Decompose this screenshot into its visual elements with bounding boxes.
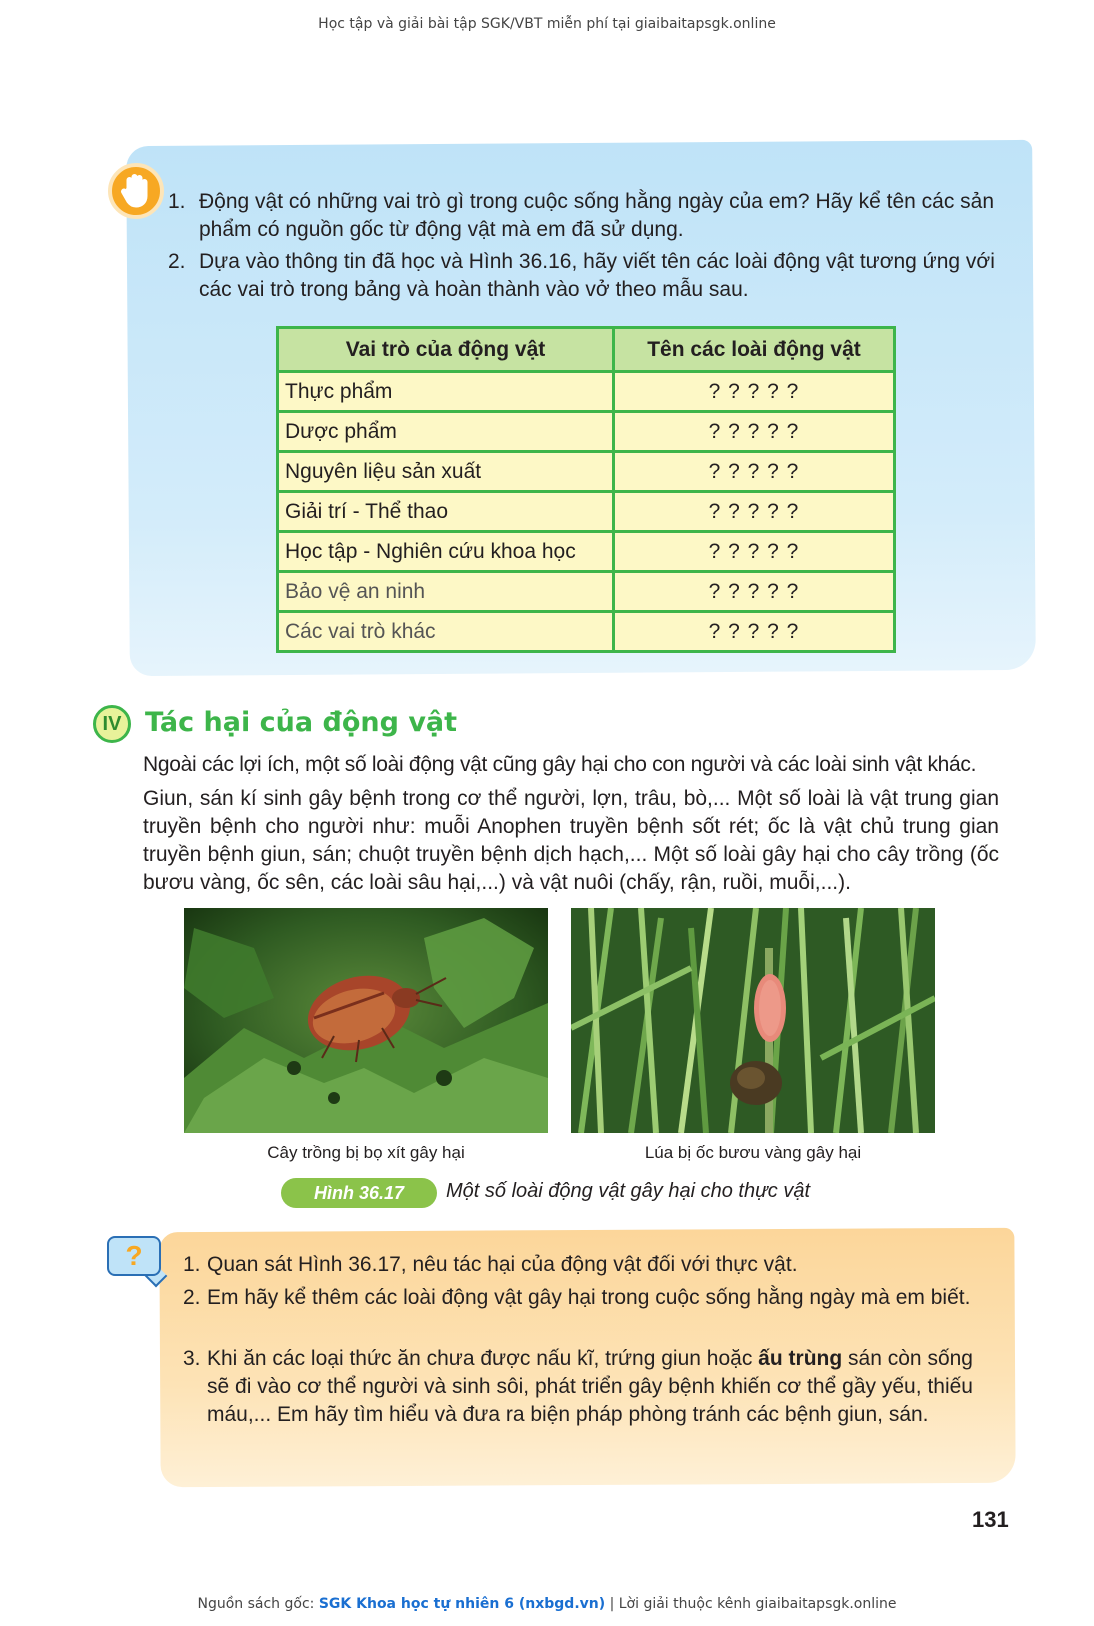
question-text-part: sán còn sống sẽ đi vào cơ thể người và sinh sôi, phát triển gây bệnh khiến cơ thể gầy yếu, thiếu máu,... Em hãy tìm hiểu và đưa ra biện pháp phòng tránh các bệnh giun, sán. (207, 1347, 973, 1426)
species-cell: ? ? ? ? ? (614, 572, 895, 612)
hand-icon (108, 163, 164, 219)
species-cell: ? ? ? ? ? (614, 492, 895, 532)
question-number: 1. (183, 1253, 201, 1276)
question-text-bold: ấu trùng (758, 1347, 843, 1370)
page-footer (0, 1596, 1094, 1612)
role-cell: Nguyên liệu sản xuất (278, 452, 614, 492)
column-header-species: Tên các loài động vật (614, 328, 895, 372)
page-header: Học tập và giải bài tập SGK/VBT miễn phí tại giaibaitapsgk.online (318, 16, 776, 32)
table-row (278, 572, 895, 612)
role-cell: Học tập - Nghiên cứu khoa học (278, 532, 614, 572)
roles-table (276, 326, 896, 653)
question-text: Quan sát Hình 36.17, nêu tác hại của động vật đối với thực vật. (207, 1253, 798, 1276)
question-3 (183, 1345, 973, 1429)
column-header-role: Vai trò của động vật (278, 328, 614, 372)
species-cell: ? ? ? ? ? (614, 612, 895, 652)
question-text: Động vật có những vai trò gì trong cuộc sống hằng ngày của em? Hãy kể tên các sản phẩm có nguồn gốc từ động vật mà em đã sử dụng. (199, 190, 995, 241)
role-cell: Giải trí - Thể thao (278, 492, 614, 532)
species-cell: ? ? ? ? ? (614, 372, 895, 412)
question-number: 1. (168, 190, 186, 213)
table-row (278, 612, 895, 652)
question-number: 2. (168, 250, 186, 273)
stink-bug-photo (184, 908, 548, 1133)
table-header-row (278, 328, 895, 372)
activity-question-1 (168, 188, 998, 244)
question-2 (183, 1284, 973, 1312)
section-number-badge: IV (93, 705, 131, 743)
species-cell: ? ? ? ? ? (614, 412, 895, 452)
species-cell: ? ? ? ? ? (614, 452, 895, 492)
table-row (278, 492, 895, 532)
role-cell: Dược phẩm (278, 412, 614, 452)
table-row (278, 452, 895, 492)
footer-prefix: Nguồn sách gốc: (197, 1596, 319, 1612)
footer-source-link[interactable]: SGK Khoa học tự nhiên 6 (nxbgd.vn) (318, 1596, 606, 1612)
question-text: Em hãy kể thêm các loài động vật gây hại trong cuộc sống hằng ngày mà em biết. (207, 1286, 971, 1309)
role-cell: Các vai trò khác (278, 612, 614, 652)
photo-caption-right: Lúa bị ốc bươu vàng gây hại (644, 1143, 862, 1162)
table-row (278, 412, 895, 452)
role-cell: Bảo vệ an ninh (278, 572, 614, 612)
activity-question-2 (168, 248, 998, 304)
question-text-part: Khi ăn các loại thức ăn chưa được nấu kĩ, trứng giun hoặc (207, 1347, 759, 1370)
question-text (207, 1345, 973, 1429)
table-row (278, 532, 895, 572)
question-number: 2. (183, 1286, 201, 1309)
question-1 (183, 1251, 973, 1279)
intro-paragraph: Ngoài các lợi ích, một số loài động vật cũng gây hại cho con người và các loài sinh vật khác. (143, 753, 977, 776)
body-paragraph: Giun, sán kí sinh gây bệnh trong cơ thể người, lợn, trâu, bò,... Một số loài là vật trung gian truyền bệnh cho người như: muỗi Anophen truyền bệnh sốt rét; ốc là vật chủ trung gian truyền bệnh giun, sán; chuột truyền bệnh dịch hạch,... Một số loài gây hại cho cây trồng (ốc bươu vàng, ốc sên, các loài sâu hại,...) và vật nuôi (chấy, rận, ruồi, muỗi,...). (143, 787, 999, 894)
question-text: Dựa vào thông tin đã học và Hình 36.16, hãy viết tên các loài động vật tương ứng với các vai trò trong bảng và hoàn thành vào vở theo mẫu sau. (199, 250, 995, 301)
question-number: 3. (183, 1347, 201, 1370)
golden-apple-snail-photo (571, 908, 935, 1133)
figure-title: Một số loài động vật gây hại cho thực vật (446, 1180, 810, 1202)
photo-caption-left: Cây trồng bị bọ xít gây hại (267, 1143, 465, 1162)
page-number: 131 (972, 1507, 1009, 1532)
species-cell: ? ? ? ? ? (614, 532, 895, 572)
question-icon: ? (107, 1236, 161, 1276)
figure-label: Hình 36.17 (281, 1178, 437, 1208)
role-cell: Thực phẩm (278, 372, 614, 412)
table-row (278, 372, 895, 412)
section-title: Tác hại của động vật (145, 707, 458, 738)
footer-suffix: | Lời giải thuộc kênh giaibaitapsgk.online (605, 1596, 897, 1612)
